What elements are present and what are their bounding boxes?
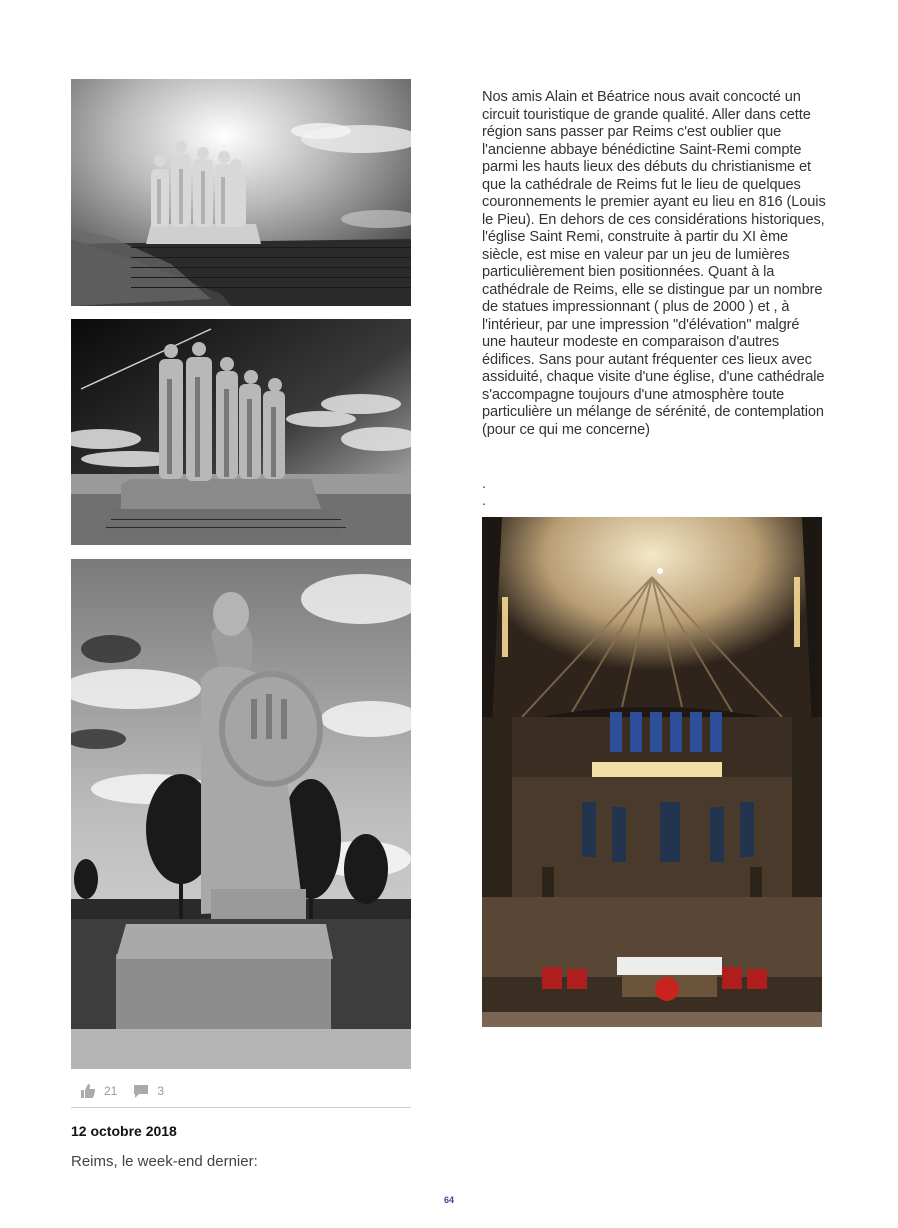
photo-memorial-closeup	[71, 319, 411, 545]
divider	[71, 1107, 411, 1108]
page-number: 64	[443, 1195, 454, 1205]
post-caption: Reims, le week-end dernier:	[71, 1153, 258, 1170]
likes-count: 21	[104, 1084, 118, 1098]
article-text: Nos amis Alain et Béatrice nous avait concocté un circuit touristique de grande qualité. Aller dans cette région sans passer par Reims c'est oublier que l'ancienne abbaye bénédictine Saint-Remi compte parmi les hauts lieux des débuts du christianisme et que la cathédrale de Reims fut le lieu de quelques couronnements le premier ayant eu lieu en 816 (Louis le Pieu). En dehors de ces considérations historiques, l'église Saint Remi, construite à partir du XI ème siècle, est mise en valeur par un jeu de lumières particulièrement bien positionnées. Quant à la cathédrale de Reims, elle se distingue par un nombre de statues impressionnant ( plus de 2000 ) et , à l'intérieur, par une impression "d'élévation" malgré une hauteur modeste en comparaison d'autres édifices. Sans pour autant fréquenter ces lieux avec assiduité, chaque visite d'une église, d'une cathédrale s'accompagne toujours d'une atmosphère toute particulière un mélange de sérénité, de contemplation (pour ce qui me concerne)	[482, 89, 826, 438]
comment-icon[interactable]	[133, 1083, 149, 1099]
thumbs-up-icon[interactable]	[80, 1083, 96, 1099]
photo-woman-shield-statue	[71, 559, 411, 1069]
photo-memorial-wide	[71, 79, 411, 306]
comments-count: 3	[157, 1084, 165, 1098]
photo-basilica-interior	[482, 517, 822, 1027]
post-date: 12 octobre 2018	[71, 1123, 177, 1139]
article-dot-1: .	[482, 475, 486, 491]
post-stats	[80, 1082, 180, 1100]
article-dot-2: .	[482, 492, 486, 508]
